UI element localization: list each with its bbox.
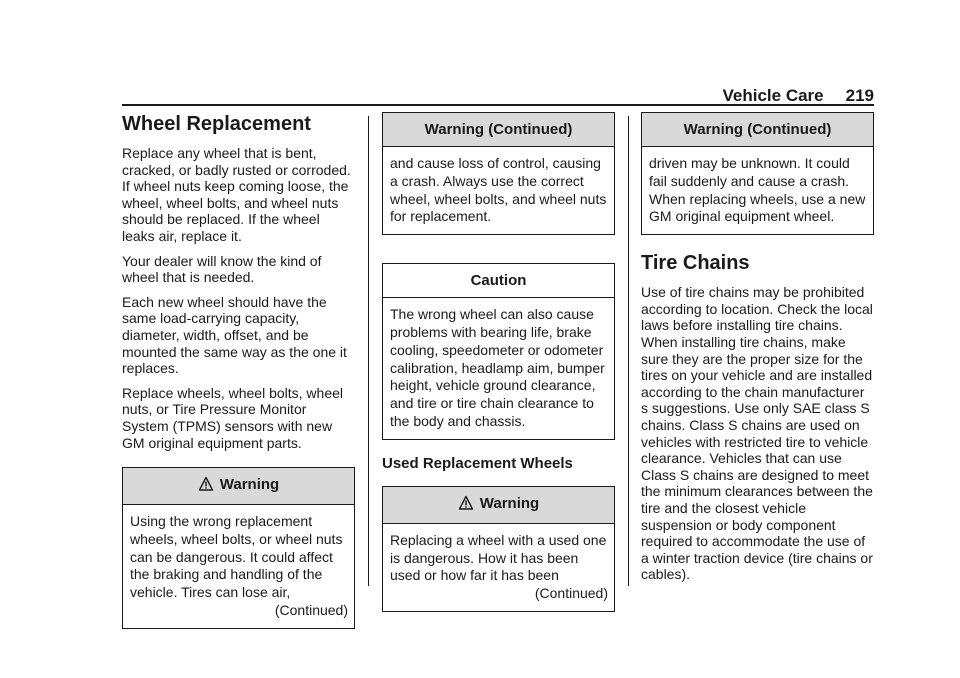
page-number: 219 [845, 86, 874, 105]
warning-text: Using the wrong replacement wheels, wheel bolts, or wheel nuts can be dangerous. It could affect the braking and handling of the vehicle. Tires can lose air, [130, 513, 343, 601]
warning-box [122, 467, 355, 629]
column-divider [368, 116, 369, 586]
section-heading-wheel-replacement: Wheel Replacement [122, 113, 311, 135]
caution-box [382, 263, 615, 440]
paragraph: Each new wheel should have the same load-carrying capacity, diameter, width, offset, and be mounted the same way as the one it replaces. [122, 293, 347, 377]
warning-text: and cause loss of control, causing a crash. Always use the correct wheel, wheel bolts, and wheel nuts for replacement. [390, 155, 607, 225]
warning-icon [458, 495, 474, 516]
warning-title: Warning [219, 476, 280, 494]
warning-text: driven may be unknown. It could fail suddenly and cause a crash. When replacing wheels, use a new GM original equipment wheel. [649, 155, 866, 225]
paragraph: Replace any wheel that is bent, cracked, or badly rusted or corroded. If wheel nuts keep coming loose, the wheel, wheel bolts, and wheel nuts should be replaced. If the wheel leaks air, replace it. [122, 145, 351, 244]
section-title: Vehicle Care [722, 86, 824, 105]
continued-label: (Continued) [274, 602, 348, 619]
subheading-used-replacement-wheels: Used Replacement Wheels [382, 454, 573, 472]
warning-text: Replacing a wheel with a used one is dangerous. How it has been used or how far it has been [390, 531, 607, 584]
warning-box-continued [641, 112, 874, 235]
caution-header: Caution [383, 264, 614, 298]
warning-title: Warning [479, 494, 540, 512]
warning-body [383, 524, 614, 611]
warning-box-continued [382, 112, 615, 235]
column-1 [122, 112, 355, 629]
continued-label: (Continued) [534, 585, 608, 602]
warning-header: Warning (Continued) [383, 113, 614, 147]
column-divider [628, 116, 629, 586]
warning-header [123, 468, 354, 505]
warning-body [123, 505, 354, 628]
warning-icon [198, 476, 214, 497]
paragraph: Replace wheels, wheel bolts, wheel nuts, or Tire Pressure Monitor System (TPMS) sensors with new GM original equipment parts. [122, 384, 344, 451]
column-3 [641, 112, 874, 591]
caution-text: The wrong wheel can also cause problems with bearing life, brake cooling, speedometer or odometer calibration, headlamp aim, bumper height, vehicle ground clearance, and tire or tire chain clearance to the body and chassis. [390, 306, 605, 429]
warning-header: Warning (Continued) [642, 113, 873, 147]
warning-box [382, 486, 615, 612]
column-2 [382, 112, 615, 612]
warning-header [383, 487, 614, 524]
paragraph: Use of tire chains may be prohibited according to location. Check the local laws before installing tire chains. When installing tire chains, make sure they are the proper size for the tires on your vehicle and are installed according to the chain manufacturer s suggestions. Use only SAE class S chains. Class S chains are used on vehicles with restricted tire to vehicle clearance. Vehicles that can use Class S chains are designed to meet the minimum clearances between the tire and the closest vehicle suspension or body component required to accommodate the use of a winter traction device (tire chains or cables). [641, 284, 873, 583]
header-rule [122, 104, 874, 106]
section-heading-tire-chains: Tire Chains [641, 252, 750, 275]
paragraph: Your dealer will know the kind of wheel that is needed. [122, 252, 322, 286]
